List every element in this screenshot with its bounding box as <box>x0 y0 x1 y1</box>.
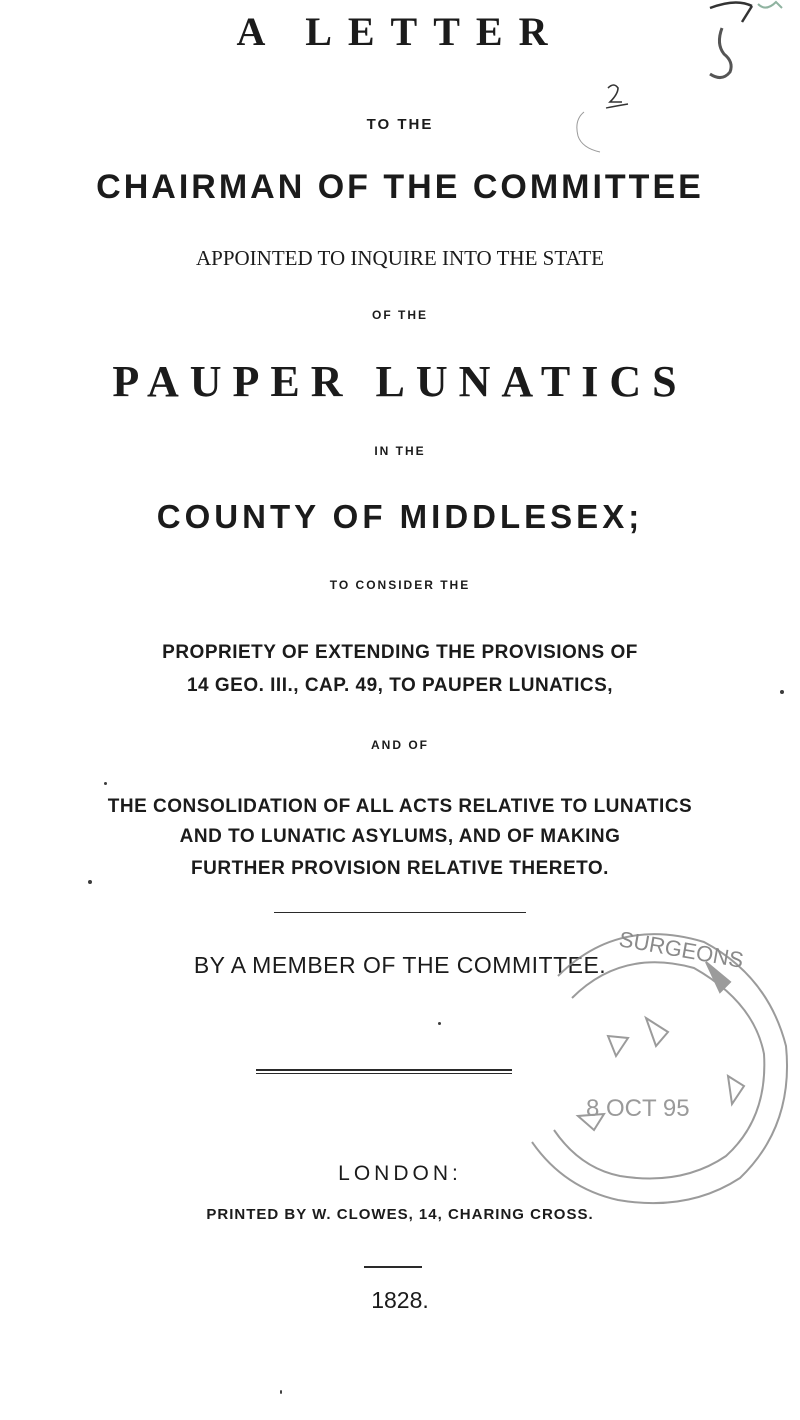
paper-speck <box>438 1022 441 1025</box>
of-the-line: OF THE <box>372 308 428 322</box>
propriety-line-1: PROPRIETY OF EXTENDING THE PROVISIONS OF <box>162 642 638 663</box>
year-line: 1828. <box>371 1287 429 1313</box>
chairman-line: CHAIRMAN OF THE COMMITTEE <box>96 168 704 206</box>
consolidation-line-3: FURTHER PROVISION RELATIVE THERETO. <box>191 858 609 879</box>
appointed-line: APPOINTED TO INQUIRE INTO THE STATE <box>195 246 604 270</box>
heading-a-letter: A LETTER <box>236 9 564 54</box>
stamp-date: 8 OCT 95 <box>586 1095 690 1122</box>
paper-speck <box>88 880 92 884</box>
handwritten-number-2 <box>556 74 636 164</box>
consolidation-line-2: AND TO LUNATIC ASYLUMS, AND OF MAKING <box>179 826 621 847</box>
propriety-line-2: 14 GEO. III., CAP. 49, TO PAUPER LUNATICS, <box>186 675 614 696</box>
county-line: COUNTY OF MIDDLESEX; <box>156 498 644 535</box>
and-of-line: AND OF <box>371 738 429 752</box>
printer-line: PRINTED BY W. CLOWES, 14, CHARING CROSS. <box>206 1206 594 1223</box>
in-the-line: IN THE <box>374 444 426 458</box>
divider-rule <box>274 912 526 913</box>
paper-speck <box>104 782 107 785</box>
paper-speck <box>280 1390 282 1394</box>
pauper-lunatics-heading: PAUPER LUNATICS <box>112 357 688 406</box>
place-line: LONDON: <box>338 1162 462 1185</box>
stamp-text-top: SURGEONS <box>617 926 746 973</box>
consolidation-line-1: THE CONSOLIDATION OF ALL ACTS RELATIVE TO LUNATICS <box>107 796 693 817</box>
paper-speck <box>780 690 784 694</box>
to-consider-line: TO CONSIDER THE <box>329 578 471 592</box>
author-line: BY A MEMBER OF THE COMMITTEE. <box>193 952 607 978</box>
to-the-line: TO THE <box>366 116 434 133</box>
short-rule <box>364 1266 422 1268</box>
